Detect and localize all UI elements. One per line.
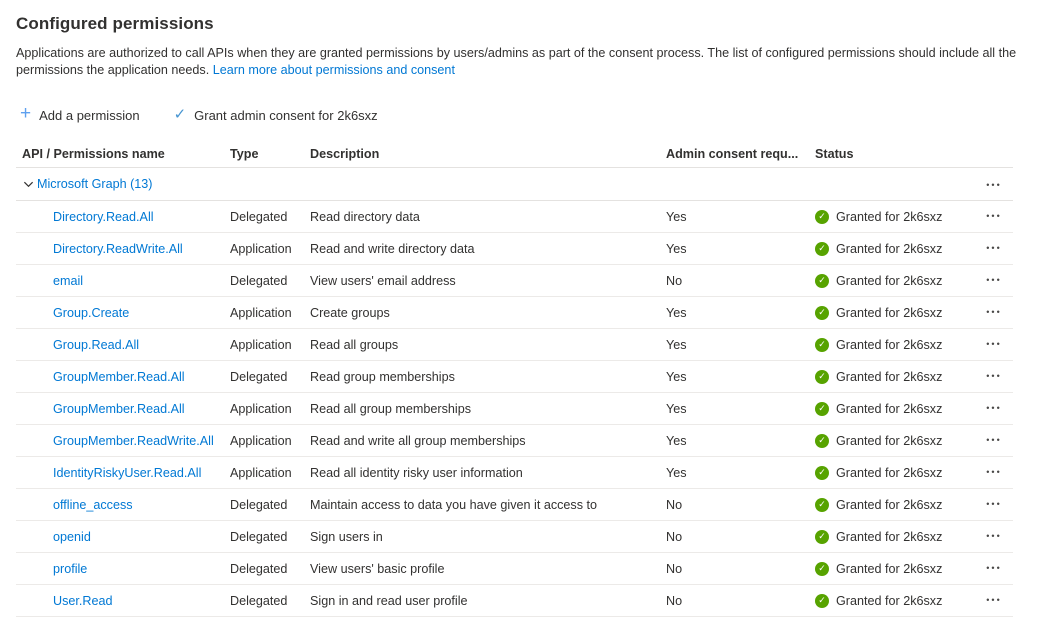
permission-type: Application [230, 305, 292, 320]
status-cell [815, 402, 975, 416]
granted-check-icon: ✓ [815, 210, 829, 224]
granted-check-icon: ✓ [815, 498, 829, 512]
status-cell [815, 466, 975, 480]
permission-name-link[interactable]: openid [53, 529, 91, 544]
more-options-button[interactable]: ••• [986, 243, 1002, 253]
column-header-status[interactable]: Status [815, 147, 854, 161]
more-options-button[interactable]: ••• [986, 563, 1002, 573]
admin-consent-required-value: Yes [666, 337, 687, 352]
table-row [16, 265, 1013, 297]
more-options-button[interactable]: ••• [986, 531, 1002, 541]
more-options-button[interactable]: ••• [986, 371, 1002, 381]
permission-description: Create groups [310, 305, 390, 320]
permission-description: Read and write all group memberships [310, 433, 526, 448]
column-header-api-permissions-name[interactable]: API / Permissions name [22, 147, 165, 161]
permission-name-link[interactable]: GroupMember.Read.All [53, 369, 185, 384]
admin-consent-required-value: No [666, 593, 683, 608]
permission-type: Delegated [230, 497, 288, 512]
permission-type: Application [230, 337, 292, 352]
plus-icon: + [20, 103, 32, 124]
api-group-link[interactable]: Microsoft Graph (13) [37, 177, 153, 191]
admin-consent-required-value: Yes [666, 241, 687, 256]
more-options-button[interactable]: ••• [986, 275, 1002, 285]
admin-consent-required-value: Yes [666, 465, 687, 480]
status-text: Granted for 2k6sxz [836, 401, 943, 416]
permission-description: Read all groups [310, 337, 399, 352]
table-row [16, 489, 1013, 521]
permission-type: Application [230, 401, 292, 416]
permission-description: Read directory data [310, 209, 420, 224]
table-row [16, 553, 1013, 585]
permission-description: Sign in and read user profile [310, 593, 468, 608]
more-options-button[interactable]: ••• [986, 211, 1002, 221]
column-header-admin-consent[interactable]: Admin consent requ... [666, 147, 799, 161]
permission-type: Delegated [230, 209, 288, 224]
more-options-button[interactable]: ••• [986, 403, 1002, 413]
status-text: Granted for 2k6sxz [836, 337, 943, 352]
permission-type: Delegated [230, 529, 288, 544]
status-cell [815, 210, 975, 224]
granted-check-icon: ✓ [815, 402, 829, 416]
table-row [16, 297, 1013, 329]
permission-name-link[interactable]: email [53, 273, 84, 288]
permission-name-link[interactable]: GroupMember.Read.All [53, 401, 185, 416]
status-text: Granted for 2k6sxz [836, 273, 943, 288]
page-title: Configured permissions [16, 14, 214, 33]
api-group-row [16, 168, 1013, 201]
permission-type: Delegated [230, 369, 288, 384]
check-icon: ✓ [173, 106, 187, 123]
status-cell [815, 274, 975, 288]
status-text: Granted for 2k6sxz [836, 561, 943, 576]
admin-consent-required-value: Yes [666, 305, 687, 320]
status-cell [815, 562, 975, 576]
permission-description: Read and write directory data [310, 241, 475, 256]
permission-name-link[interactable]: profile [53, 561, 88, 576]
chevron-down-icon[interactable] [21, 177, 35, 191]
status-text: Granted for 2k6sxz [836, 241, 943, 256]
status-text: Granted for 2k6sxz [836, 593, 943, 608]
permission-description: Read all group memberships [310, 401, 472, 416]
permission-name-link[interactable]: offline_access [53, 497, 133, 512]
permission-type: Delegated [230, 593, 288, 608]
status-text: Granted for 2k6sxz [836, 529, 943, 544]
admin-consent-required-value: Yes [666, 401, 687, 416]
table-row [16, 457, 1013, 489]
description-body: Applications are authorized to call APIs when they are granted permissions by users/admins as part of the consent process. The list of configured permissions should include all the permissions the application needs. [16, 46, 1017, 77]
status-cell [815, 370, 975, 384]
table-row [16, 201, 1013, 233]
granted-check-icon: ✓ [815, 594, 829, 608]
granted-check-icon: ✓ [815, 306, 829, 320]
granted-check-icon: ✓ [815, 466, 829, 480]
admin-consent-required-value: Yes [666, 209, 687, 224]
permission-description: Read all identity risky user information [310, 465, 523, 480]
status-text: Granted for 2k6sxz [836, 209, 943, 224]
status-text: Granted for 2k6sxz [836, 369, 943, 384]
permission-name-link[interactable]: Directory.Read.All [53, 209, 154, 224]
grant-admin-consent-button[interactable] [170, 106, 382, 125]
more-options-button[interactable]: ••• [986, 339, 1002, 349]
permission-description: Maintain access to data you have given it access to [310, 497, 598, 512]
admin-consent-required-value: No [666, 561, 683, 576]
grant-admin-consent-label: Grant admin consent for 2k6sxz [194, 107, 378, 123]
column-header-description[interactable]: Description [310, 147, 380, 161]
admin-consent-required-value: Yes [666, 433, 687, 448]
status-text: Granted for 2k6sxz [836, 433, 943, 448]
table-row [16, 393, 1013, 425]
more-options-button[interactable]: ••• [986, 307, 1002, 317]
granted-check-icon: ✓ [815, 338, 829, 352]
admin-consent-required-value: No [666, 273, 683, 288]
admin-consent-required-value: Yes [666, 369, 687, 384]
status-cell [815, 306, 975, 320]
permissions-table [16, 141, 1013, 617]
permission-name-link[interactable]: Directory.ReadWrite.All [53, 241, 183, 256]
permission-description: View users' email address [310, 273, 456, 288]
column-header-type[interactable]: Type [230, 147, 259, 161]
status-cell [815, 434, 975, 448]
permission-type: Delegated [230, 561, 288, 576]
admin-consent-required-value: No [666, 529, 683, 544]
more-options-button[interactable]: ••• [986, 179, 1002, 190]
more-options-button[interactable]: ••• [986, 435, 1002, 445]
table-row [16, 233, 1013, 265]
permission-name-link[interactable]: User.Read [53, 593, 113, 608]
status-text: Granted for 2k6sxz [836, 497, 943, 512]
status-cell [815, 530, 975, 544]
more-options-button[interactable]: ••• [986, 595, 1002, 605]
command-bar [16, 103, 1041, 127]
permission-name-link[interactable]: IdentityRiskyUser.Read.All [53, 465, 202, 480]
status-cell [815, 594, 975, 608]
status-text: Granted for 2k6sxz [836, 465, 943, 480]
permission-description: Sign users in [310, 529, 383, 544]
table-row [16, 585, 1013, 617]
admin-consent-required-value: No [666, 497, 683, 512]
permission-description: Read group memberships [310, 369, 455, 384]
permission-type: Delegated [230, 273, 288, 288]
permission-type: Application [230, 241, 292, 256]
permission-description: View users' basic profile [310, 561, 445, 576]
granted-check-icon: ✓ [815, 562, 829, 576]
add-permission-label: Add a permission [39, 107, 140, 123]
status-cell [815, 338, 975, 352]
table-row [16, 521, 1013, 553]
granted-check-icon: ✓ [815, 434, 829, 448]
more-options-button[interactable]: ••• [986, 499, 1002, 509]
granted-check-icon: ✓ [815, 370, 829, 384]
granted-check-icon: ✓ [815, 274, 829, 288]
granted-check-icon: ✓ [815, 530, 829, 544]
permission-name-link[interactable]: GroupMember.ReadWrite.All [53, 433, 214, 448]
learn-more-link[interactable]: Learn more about permissions and consent [212, 62, 455, 77]
status-cell [815, 498, 975, 512]
table-body [16, 201, 1013, 617]
add-permission-button[interactable] [16, 103, 144, 125]
status-cell [815, 242, 975, 256]
table-row [16, 361, 1013, 393]
table-header-row [16, 141, 1013, 168]
table-row [16, 425, 1013, 457]
permission-name-link[interactable]: Group.Read.All [53, 337, 140, 352]
table-row [16, 329, 1013, 361]
description-text [16, 45, 1018, 78]
permission-type: Application [230, 465, 292, 480]
permission-type: Application [230, 433, 292, 448]
permission-name-link[interactable]: Group.Create [53, 305, 130, 320]
granted-check-icon: ✓ [815, 242, 829, 256]
more-options-button[interactable]: ••• [986, 467, 1002, 477]
status-text: Granted for 2k6sxz [836, 305, 943, 320]
